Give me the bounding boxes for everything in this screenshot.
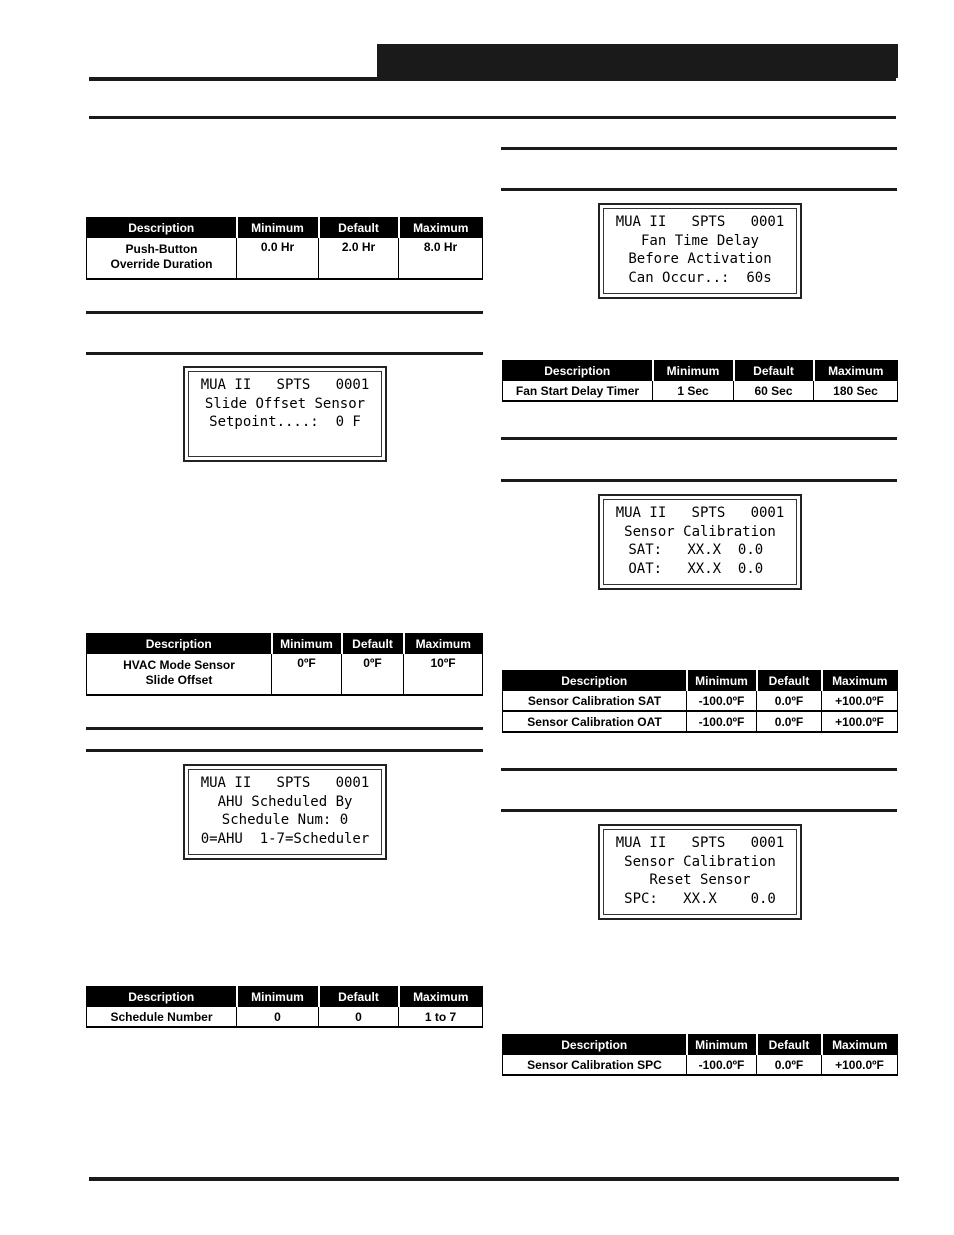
table-row: [87, 1007, 483, 1027]
table-row: [503, 691, 898, 711]
cell-default: 0.0ºF: [757, 711, 822, 732]
column-header-default: Default: [757, 1035, 822, 1056]
column-header-maximum: Maximum: [399, 987, 483, 1008]
lcd-line: Sensor Calibration: [624, 523, 776, 540]
cell-description: Schedule Number: [87, 1007, 237, 1027]
cell-minimum: -100.0ºF: [687, 1055, 757, 1075]
section-rule: [86, 311, 483, 314]
column-header-default: Default: [757, 671, 822, 692]
schedule-number-table: [86, 986, 483, 1028]
table-row: [503, 1055, 898, 1075]
lcd-line: MUA II SPTS 0001: [615, 505, 785, 521]
column-header-maximum: Maximum: [404, 634, 483, 655]
cell-description: Fan Start Delay Timer: [503, 381, 653, 401]
footer-rule: [89, 1177, 899, 1181]
table-row: [503, 381, 898, 401]
lcd-screen-fan-delay: [598, 203, 802, 299]
lcd-line: MUA II SPTS 0001: [200, 377, 370, 393]
column-header-minimum: Minimum: [653, 361, 734, 382]
lcd-line: Fan Time Delay: [640, 232, 759, 249]
cell-description: Push-Button Override Duration: [87, 238, 237, 279]
cell-maximum: +100.0ºF: [822, 711, 898, 732]
lcd-line: MUA II SPTS 0001: [200, 775, 370, 791]
lcd-screen-slide-offset: [183, 366, 387, 462]
column-header-maximum: Maximum: [822, 671, 898, 692]
lcd-screen-sensor-calibration: [598, 494, 802, 590]
cell-minimum: -100.0ºF: [687, 691, 757, 711]
cell-maximum: 1 to 7: [399, 1007, 483, 1027]
lcd-line: Can Occur..: 60s: [628, 269, 772, 286]
column-header-minimum: Minimum: [687, 671, 757, 692]
slide-offset-table: [86, 633, 483, 696]
section-rule: [501, 188, 897, 191]
cell-description: HVAC Mode Sensor Slide Offset: [87, 654, 272, 695]
column-header-description: Description: [87, 987, 237, 1008]
column-header-default: Default: [734, 361, 814, 382]
column-header-maximum: Maximum: [814, 361, 898, 382]
cell-maximum: 8.0 Hr: [399, 238, 483, 279]
column-header-description: Description: [87, 634, 272, 655]
cell-maximum: +100.0ºF: [822, 691, 898, 711]
table-row: [87, 238, 483, 279]
column-header-minimum: Minimum: [237, 218, 319, 239]
cell-description: Sensor Calibration SAT: [503, 691, 687, 711]
column-header-description: Description: [503, 1035, 687, 1056]
cell-description: Sensor Calibration OAT: [503, 711, 687, 732]
section-rule: [501, 147, 897, 150]
override-duration-table: [86, 217, 483, 280]
fan-delay-table: [502, 360, 898, 402]
lcd-line: Reset Sensor: [649, 872, 751, 888]
column-header-description: Description: [87, 218, 237, 239]
section-rule: [501, 479, 897, 482]
lcd-line: SAT: XX.X 0.0: [628, 542, 772, 558]
column-header-default: Default: [342, 634, 404, 655]
section-rule: [86, 352, 483, 355]
cell-minimum: 1 Sec: [653, 381, 734, 401]
section-rule: [501, 809, 897, 812]
table-row: [503, 711, 898, 732]
lcd-line: Slide Offset Sensor: [204, 395, 366, 412]
column-header-minimum: Minimum: [687, 1035, 757, 1056]
lcd-line: [189, 432, 381, 451]
cell-minimum: 0: [237, 1007, 319, 1027]
column-header-maximum: Maximum: [822, 1035, 898, 1056]
column-header-default: Default: [319, 987, 399, 1008]
cell-default: 0: [319, 1007, 399, 1027]
lcd-screen-ahu-schedule: [183, 764, 387, 860]
lcd-line: MUA II SPTS 0001: [615, 214, 785, 230]
cell-description: Sensor Calibration SPC: [503, 1055, 687, 1075]
page-header-bar: [377, 44, 898, 78]
lcd-line: SPC: XX.X 0.0: [624, 890, 776, 907]
column-header-minimum: Minimum: [237, 987, 319, 1008]
lcd-line: Schedule Num: 0: [221, 812, 349, 828]
section-rule: [86, 727, 483, 730]
section-rule: [86, 749, 483, 752]
cell-minimum: 0.0 Hr: [237, 238, 319, 279]
column-header-description: Description: [503, 671, 687, 692]
section-rule: [501, 437, 897, 440]
lcd-line: Setpoint....: 0 F: [209, 414, 361, 430]
cell-default: 0ºF: [342, 654, 404, 695]
table-row: [87, 654, 483, 695]
lcd-line: MUA II SPTS 0001: [615, 835, 785, 851]
lcd-screen-reset-sensor: [598, 824, 802, 920]
section-rule: [89, 116, 896, 119]
cell-maximum: +100.0ºF: [822, 1055, 898, 1075]
cell-minimum: -100.0ºF: [687, 711, 757, 732]
sensor-spc-table: [502, 1034, 898, 1076]
column-header-minimum: Minimum: [272, 634, 342, 655]
header-rule: [89, 77, 896, 81]
section-rule: [501, 768, 897, 771]
lcd-line: OAT: XX.X 0.0: [628, 560, 772, 577]
column-header-default: Default: [319, 218, 399, 239]
lcd-line: AHU Scheduled By: [217, 793, 353, 810]
sensor-calibration-table: [502, 670, 898, 733]
cell-maximum: 180 Sec: [814, 381, 898, 401]
cell-default: 0.0ºF: [757, 1055, 822, 1075]
column-header-description: Description: [503, 361, 653, 382]
cell-maximum: 10ºF: [404, 654, 483, 695]
cell-default: 2.0 Hr: [319, 238, 399, 279]
lcd-line: Before Activation: [628, 251, 772, 267]
cell-minimum: 0ºF: [272, 654, 342, 695]
lcd-line: Sensor Calibration: [624, 853, 776, 870]
column-header-maximum: Maximum: [399, 218, 483, 239]
cell-default: 0.0ºF: [757, 691, 822, 711]
cell-default: 60 Sec: [734, 381, 814, 401]
lcd-line: 0=AHU 1-7=Scheduler: [200, 830, 370, 847]
